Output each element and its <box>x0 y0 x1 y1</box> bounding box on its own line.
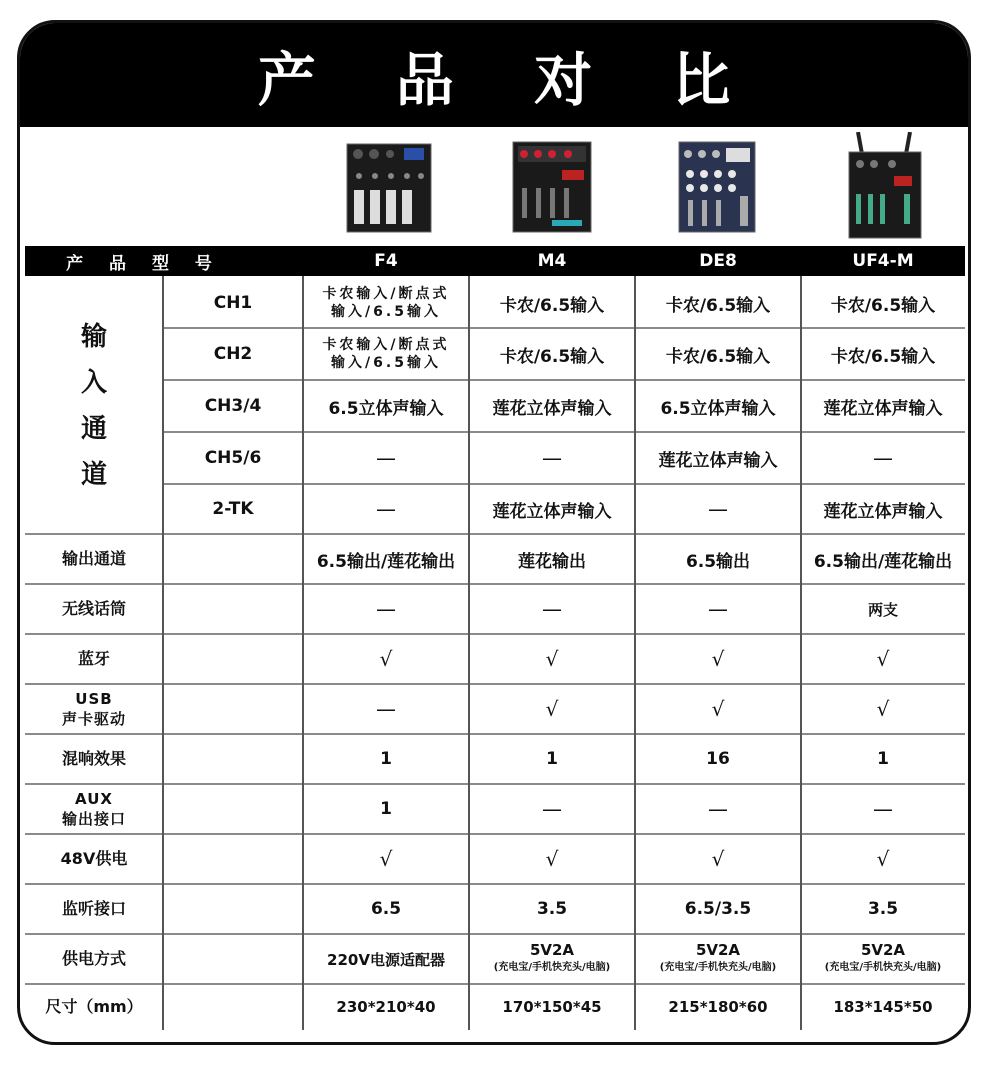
group-char: 道 <box>80 460 107 490</box>
spec-cell: √ <box>379 647 393 671</box>
row-label-line: 混响效果 <box>61 749 126 768</box>
spec-cell: 1 <box>877 749 889 769</box>
title-banner <box>20 23 968 127</box>
spec-cell: 230*210*40 <box>336 998 436 1016</box>
spec-cell: 6.5输出 <box>685 551 751 572</box>
spec-cell: 卡农/6.5输入 <box>830 346 936 367</box>
power-note: (充电宝/手机快充头/电脑) <box>824 962 942 973</box>
row-label-line: 供电方式 <box>61 949 126 968</box>
spec-cell <box>303 278 469 328</box>
mixer-uf4m-icon <box>848 132 922 244</box>
spec-cell: √ <box>876 697 890 721</box>
spec-cell: 卡农/6.5输入 <box>499 295 605 316</box>
spec-cell: — <box>873 446 893 470</box>
spec-cell: 6.5输出/莲花输出 <box>813 551 953 572</box>
power-spec: 5V2A <box>529 941 575 959</box>
power-spec: 5V2A <box>695 941 741 959</box>
spec-cell: — <box>708 797 728 821</box>
channel-label: CH2 <box>213 344 253 364</box>
spec-cell <box>303 328 469 380</box>
row-label <box>25 884 163 934</box>
model-de8: DE8 <box>699 251 737 271</box>
spec-cell: √ <box>545 847 559 871</box>
row-label-line: 监听接口 <box>61 899 126 918</box>
power-note: (充电宝/手机快充头/电脑) <box>493 962 611 973</box>
power-spec: 5V2A <box>860 941 906 959</box>
spec-cell: 215*180*60 <box>668 998 768 1016</box>
spec-cell: √ <box>711 847 725 871</box>
spec-cell: 6.5/3.5 <box>684 899 752 919</box>
spec-cell: 卡农/6.5输入 <box>665 295 771 316</box>
spec-cell: 16 <box>706 749 730 769</box>
row-label <box>25 734 163 784</box>
spec-cell: √ <box>545 697 559 721</box>
spec-cell: 3.5 <box>536 899 568 919</box>
cell-line: 卡农输入/断点式 <box>322 337 450 353</box>
spec-cell: √ <box>711 697 725 721</box>
mixer-de8-icon <box>678 140 756 238</box>
mixer-f4-icon <box>346 140 432 238</box>
row-label <box>25 684 163 734</box>
spec-cell <box>801 934 965 984</box>
row-label-line: 声卡驱动 <box>61 710 126 728</box>
spec-cell: 莲花立体声输入 <box>492 398 612 419</box>
spec-cell: √ <box>876 847 890 871</box>
row-label-line: 蓝牙 <box>77 649 110 668</box>
cell-line: 卡农输入/断点式 <box>322 286 450 302</box>
spec-cell: — <box>542 446 562 470</box>
row-label <box>25 984 163 1030</box>
row-label <box>25 934 163 984</box>
spec-cell: 卡农/6.5输入 <box>499 346 605 367</box>
spec-cell: √ <box>545 647 559 671</box>
group-char: 入 <box>80 368 107 398</box>
spec-cell: 莲花立体声输入 <box>823 398 943 419</box>
row-label <box>25 834 163 884</box>
row-label <box>25 534 163 584</box>
channel-label: 2-TK <box>212 499 254 519</box>
spec-cell: — <box>542 797 562 821</box>
spec-cell: 莲花输出 <box>518 551 586 572</box>
spec-cell: — <box>708 497 728 521</box>
group-char: 通 <box>80 414 107 444</box>
row-label-line: 无线话筒 <box>61 599 126 618</box>
cell-line: 输入/6.5输入 <box>331 304 441 320</box>
spec-cell: 卡农/6.5输入 <box>830 295 936 316</box>
spec-cell: 6.5 <box>370 899 402 919</box>
spec-cell: 3.5 <box>867 899 899 919</box>
row-label-line: USB <box>75 690 113 708</box>
row-label-line: 输出通道 <box>61 549 126 568</box>
channel-label: CH5/6 <box>204 448 262 468</box>
spec-cell: 6.5立体声输入 <box>328 398 444 419</box>
channel-label: CH1 <box>213 293 253 313</box>
row-label <box>25 584 163 634</box>
spec-cell: 莲花立体声输入 <box>492 501 612 522</box>
spec-cell: 莲花立体声输入 <box>658 450 778 471</box>
mixer-m4-icon <box>512 140 592 238</box>
spec-cell: — <box>873 797 893 821</box>
spec-cell: 两支 <box>867 600 898 619</box>
spec-cell: 6.5输出/莲花输出 <box>316 551 456 572</box>
spec-cell: 6.5立体声输入 <box>660 398 776 419</box>
spec-cell <box>469 934 635 984</box>
spec-cell: 183*145*50 <box>833 998 933 1016</box>
spec-cell: 1 <box>380 799 392 819</box>
model-f4: F4 <box>374 251 398 271</box>
model-m4: M4 <box>537 251 567 271</box>
spec-cell: — <box>376 597 396 621</box>
row-label-line: AUX <box>75 790 113 808</box>
spec-cell: — <box>376 446 396 470</box>
spec-cell: √ <box>711 647 725 671</box>
row-label <box>25 784 163 834</box>
row-label-line: 输出接口 <box>61 810 126 828</box>
spec-cell: — <box>708 597 728 621</box>
channel-label: CH3/4 <box>204 396 262 416</box>
row-label-line: 尺寸（mm） <box>45 997 143 1016</box>
row-label-line: 48V供电 <box>60 849 128 868</box>
spec-cell: √ <box>876 647 890 671</box>
model-uf4m: UF4-M <box>852 251 914 271</box>
spec-cell: 170*150*45 <box>502 998 602 1016</box>
page-title: 产 品 对 比 <box>257 46 761 114</box>
spec-cell: 卡农/6.5输入 <box>665 346 771 367</box>
group-char: 输 <box>80 322 107 352</box>
spec-cell: 1 <box>546 749 558 769</box>
input-channel-group-label <box>25 278 163 534</box>
spec-cell: — <box>376 697 396 721</box>
spec-cell: √ <box>379 847 393 871</box>
row-label <box>25 634 163 684</box>
spec-cell: — <box>376 497 396 521</box>
spec-cell <box>635 934 801 984</box>
spec-cell: — <box>542 597 562 621</box>
spec-cell: 莲花立体声输入 <box>823 501 943 522</box>
model-label: 产 品 型 号 <box>66 253 222 274</box>
spec-cell: 1 <box>380 749 392 769</box>
power-note: (充电宝/手机快充头/电脑) <box>659 962 777 973</box>
spec-cell: 220V电源适配器 <box>327 950 445 969</box>
cell-line: 输入/6.5输入 <box>331 355 441 371</box>
